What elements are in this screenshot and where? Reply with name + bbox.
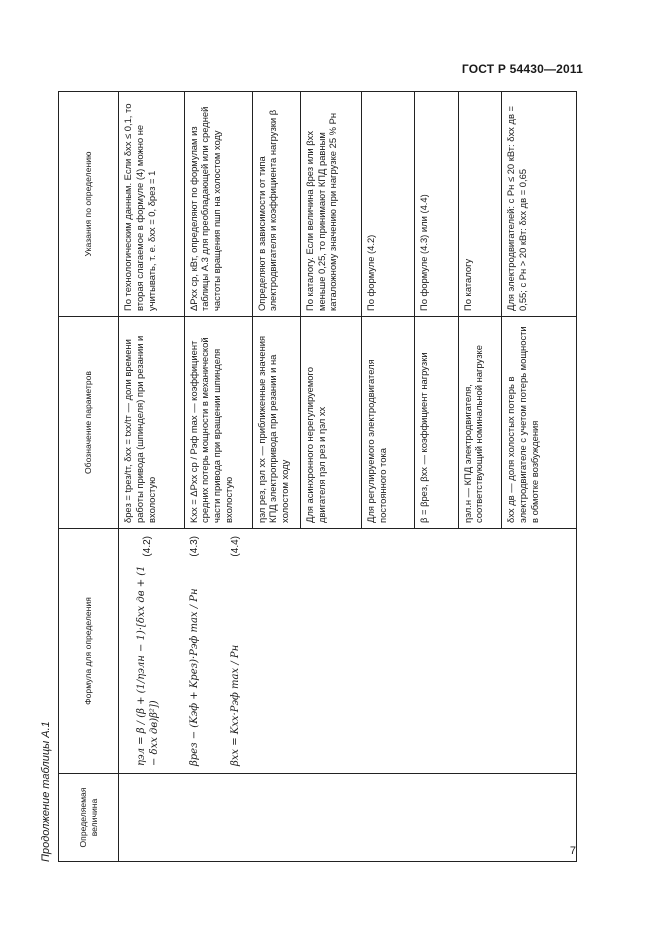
formula-4-4 [216, 534, 257, 768]
continuation-label: Продолжение таблицы А.1 [40, 721, 52, 862]
parameter-cell: Kхх = ΔPхх ср / Pэф max — коэффициент средних потерь мощности в механической части привода при вращении шпинделя вхолостую [184, 317, 252, 529]
parameter-cell: Для асинхронного нерегулируемого двигателя ηэл рез и ηэл хх [300, 317, 361, 529]
note-cell: Для электродвигателей: с Pн ≤ 20 кВт: δхх дв = 0,55; с Pн > 20 кВт: δхх дв = 0,65 [502, 92, 577, 317]
rotated-table-area [40, 92, 580, 862]
formula-cell [119, 529, 577, 774]
column-header: Определяемая величина [59, 774, 119, 862]
note-cell: По технологическим данным. Если δхх ≤ 0,1, то вторая слагаемое в формуле (4) можно не учитывать, т. е. δхх = 0, δрез = 1 [119, 92, 185, 317]
page-number: 7 [569, 845, 576, 857]
column-header: Формула для определения [59, 529, 119, 774]
formula-text: ηэл = β / (β + (1/ηэлн − 1)·[δхх дв + (1 − δхх дв)β²]) [136, 565, 160, 766]
parameter-cell: ηэл.н — КПД электродвигателя, соответствующий номинальной нагрузке [458, 317, 502, 529]
data-table [58, 91, 577, 862]
note-cell: По каталогу [458, 92, 502, 317]
note-cell: По формуле (4.2) [362, 92, 415, 317]
note-cell: По формуле (4.3) или (4.4) [414, 92, 458, 317]
column-header: Обозначение параметров [59, 317, 119, 529]
parameter-cell: β = βрез, βхх — коэффициент нагрузки [414, 317, 458, 529]
parameter-cell: Для регулируемого электродвигателя постоянного тока [362, 317, 415, 529]
parameter-cell: δрез = tрез/tт, δхх = tхх/tт — доли времени работы привода (шпинделя) при резании и вхолостую [119, 317, 185, 529]
formula-4-2 [122, 534, 175, 768]
equation-number: (4.2) [142, 536, 154, 557]
table-row [119, 92, 185, 862]
formula-text: βхх = Kхх·Pэф max / Pн [229, 644, 241, 766]
equation-number: (4.4) [229, 536, 241, 557]
parameter-cell: ηэл рез, ηэл хх — приближенные значения КПД электропривода при резании и на холостом ходу [252, 317, 300, 529]
quantity-cell [119, 774, 577, 862]
table-header-row [59, 92, 119, 862]
note-cell: Определяют в зависимости от типа электродвигателя и коэффициента нагрузки β [252, 92, 300, 317]
note-cell: По каталогу. Если величина βрез или βхх меньше 0,25, то принимают КПД равным каталожному значению при нагрузке 25 % Pн [300, 92, 361, 317]
equation-number: (4.3) [189, 536, 200, 557]
parameter-cell: δхх дв — доля холостых потерь в электродвигателе с учетом потерь мощности в обмотке возбуждения [502, 317, 577, 529]
document-standard-number: ГОСТ Р 54430—2011 [461, 62, 583, 76]
note-cell: ΔPхх ср, кВт, определяют по формулам из таблицы А.3 для преобладающей или средней частоты вращения nшп на холостом ходу [184, 92, 252, 317]
column-header: Указания по определению [59, 92, 119, 317]
formula-4-3 [175, 534, 216, 768]
formula-text: βрез − (Kэф + Kрез)·Pэф max / Pн [189, 588, 200, 766]
